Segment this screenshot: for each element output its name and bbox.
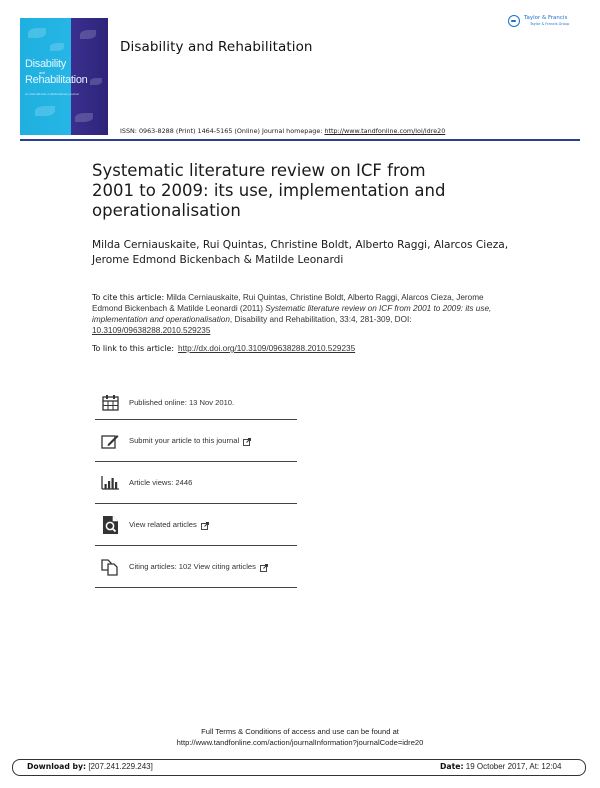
- publisher-group: Taylor & Francis Group: [530, 22, 570, 26]
- download-date: [440, 762, 561, 771]
- download-date-label: Date:: [440, 762, 464, 771]
- download-by: [27, 762, 153, 771]
- citing-articles-text: Citing articles: 102 View citing articles: [129, 562, 256, 571]
- external-link-icon: [201, 515, 209, 534]
- published-online-item: [95, 385, 297, 419]
- terms-notice: [0, 726, 600, 748]
- download-date-value: 19 October 2017, At: 12:04: [463, 762, 562, 771]
- article-doi-url-link[interactable]: http://dx.doi.org/10.3109/09638288.2010.529235: [178, 344, 356, 353]
- cite-title: Systematic literature review on ICF from 2001 to 2009: its use, implementation and operationalisation: [92, 304, 492, 324]
- terms-line1: Full Terms & Conditions of access and use can be found at: [201, 727, 399, 736]
- info-list-bottom-rule: [95, 587, 297, 588]
- issn-line: [120, 127, 445, 135]
- taylor-francis-logo-icon: [508, 15, 520, 27]
- citation-block: [92, 292, 512, 336]
- submit-article-text: Submit your article to this journal: [129, 436, 240, 445]
- citing-articles-link[interactable]: [95, 545, 297, 587]
- article-views-text: Article views: 2446: [129, 478, 193, 487]
- article-title: Systematic literature review on ICF from 2001 to 2009: its use, implementation and operationalisation: [92, 161, 446, 220]
- view-related-articles-link[interactable]: [95, 503, 297, 545]
- issn-text: ISSN: 0963-8288 (Print) 1464-5165 (Online) Journal homepage:: [120, 127, 325, 135]
- journal-homepage-link[interactable]: http://www.tandfonline.com/loi/idre20: [324, 127, 446, 135]
- terms-url[interactable]: http://www.tandfonline.com/action/journalInformation?journalCode=idre20: [176, 738, 424, 747]
- journal-name: Disability and Rehabilitation: [120, 39, 313, 55]
- download-by-label: Download by:: [27, 762, 87, 771]
- cover-title-line1: Disability: [25, 58, 67, 70]
- article-info-list: [95, 397, 297, 588]
- article-authors: Milda Cerniauskaite, Rui Quintas, Christine Boldt, Alberto Raggi, Alarcos Cieza, Jerome Edmond Bickenbach & Matilde Leonardi: [92, 239, 509, 266]
- cite-doi-link[interactable]: 10.3109/09638288.2010.529235: [92, 326, 211, 335]
- link-label: To link to this article:: [92, 344, 175, 353]
- cover-title-line2: Rehabilitation: [25, 74, 88, 86]
- download-by-ip: [207.241.229.243]: [86, 762, 153, 771]
- header-divider: [20, 139, 580, 141]
- publisher-name: Taylor & Francis: [524, 15, 568, 21]
- cite-authors: Milda Cerniauskaite, Rui Quintas, Christine Boldt, Alberto Raggi, Alarcos Cieza, Jerome Edmond Bickenbach & Matilde Leonardi (2011): [92, 293, 484, 313]
- view-related-articles-text: View related articles: [129, 520, 197, 529]
- publisher-logo: [508, 15, 569, 27]
- bar-chart-icon: [100, 474, 120, 492]
- cite-source: , Disability and Rehabilitation, 33:4, 281-309, DOI:: [229, 315, 412, 324]
- cover-title: [25, 59, 87, 86]
- published-online-text: Published online: 13 Nov 2010.: [129, 397, 235, 407]
- submit-article-link[interactable]: [95, 419, 297, 461]
- edit-icon: [100, 432, 120, 450]
- calendar-icon: [100, 393, 120, 411]
- cover-subtitle: An international, multidisciplinary journal: [25, 93, 79, 96]
- copy-documents-icon: [100, 558, 120, 576]
- document-search-icon: [100, 516, 120, 534]
- external-link-icon: [260, 557, 268, 576]
- cover-title-and: and: [39, 70, 45, 75]
- cite-label: To cite this article:: [92, 293, 165, 302]
- article-link-line: [92, 344, 355, 353]
- external-link-icon: [243, 431, 251, 450]
- article-views-item: [95, 461, 297, 503]
- journal-cover-image: [20, 18, 108, 135]
